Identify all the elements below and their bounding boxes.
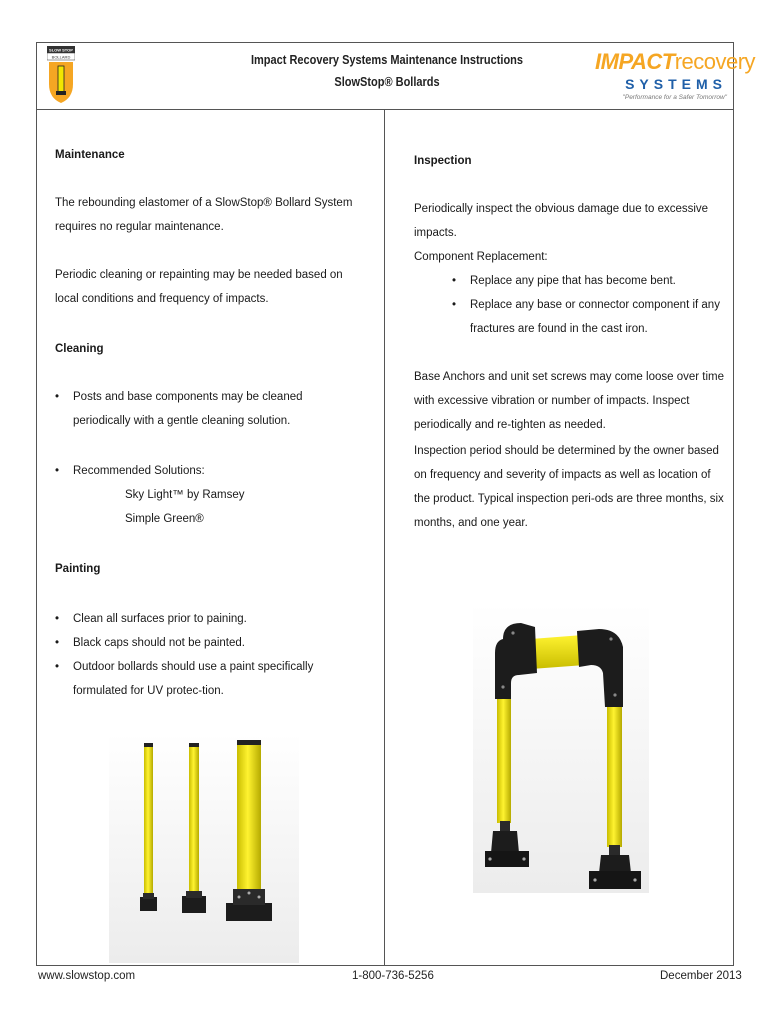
- maintenance-paragraph-2: Periodic cleaning or repainting may be needed based on local conditions and frequency of impacts.: [55, 269, 343, 305]
- brand-impact: IMPACT: [595, 49, 675, 74]
- title-line-2: SlowStop® Bollards: [334, 75, 440, 89]
- maintenance-heading: Maintenance: [55, 149, 125, 161]
- single-post-bollards-image: [109, 733, 299, 968]
- footer-website[interactable]: www.slowstop.com: [38, 970, 136, 982]
- cleaning-bullet-2: • Recommended Solutions:: [55, 459, 355, 483]
- document-title: [220, 49, 554, 93]
- inspection-period-paragraph: Inspection period should be determined by the owner based on frequency and severity of impacts as well as location of the product. Typical inspection peri-ods are three months, six months, and one year.: [414, 445, 724, 529]
- maintenance-paragraph-1: The rebounding elastomer of a SlowStop® Bollard System requires no regular maintenance.: [55, 197, 353, 233]
- footer-date: December 2013: [660, 970, 742, 982]
- column-divider: [384, 109, 385, 965]
- page-frame: [36, 42, 756, 966]
- brand-tagline: "Performance for a Safer Tomorrow": [622, 94, 727, 101]
- painting-bullet-1: • Clean all surfaces prior to paining.: [55, 607, 355, 631]
- inspection-paragraph: Periodically inspect the obvious damage due to excessive impacts.: [414, 203, 709, 239]
- cleaning-bullet-1: • Posts and base components may be cleaned periodically with a gentle cleaning solution.: [55, 385, 355, 433]
- header-divider: [37, 109, 733, 110]
- logo-text-line2: BOLLARD: [51, 54, 71, 60]
- footer-phone: 1-800-736-5256: [352, 970, 434, 982]
- slowstop-bollard-logo: [47, 46, 75, 104]
- painting-heading: Painting: [55, 563, 101, 575]
- component-bullet-2: • Replace any base or connector component if any fractures are found in the cast iron.: [452, 293, 732, 341]
- brand-systems: SYSTEMS: [625, 76, 727, 92]
- component-replacement-heading: Component Replacement:: [414, 251, 548, 263]
- title-line-1: Impact Recovery Systems Maintenance Instructions: [250, 53, 524, 67]
- brand-recovery: recovery: [674, 49, 756, 74]
- logo-text-line1: SLOW STOP: [49, 47, 73, 53]
- u-shaped-bollard-image: [473, 603, 649, 898]
- brand-name: [595, 49, 756, 74]
- impact-recovery-systems-logo: [595, 49, 756, 102]
- base-anchors-paragraph: Base Anchors and unit set screws may come loose over time with excessive vibration or number of impacts. Inspect periodically and re-tighten as needed.: [414, 371, 725, 431]
- painting-bullet-2: • Black caps should not be painted.: [55, 631, 355, 655]
- solution-simple-green: Simple Green®: [125, 513, 204, 525]
- component-bullet-1: • Replace any pipe that has become bent.: [452, 269, 732, 293]
- inspection-heading: Inspection: [414, 155, 472, 167]
- solution-sky-light: Sky Light™ by Ramsey: [125, 489, 245, 501]
- painting-bullet-3: • Outdoor bollards should use a paint specifically formulated for UV protec-tion.: [55, 655, 355, 703]
- cleaning-heading: Cleaning: [55, 343, 104, 355]
